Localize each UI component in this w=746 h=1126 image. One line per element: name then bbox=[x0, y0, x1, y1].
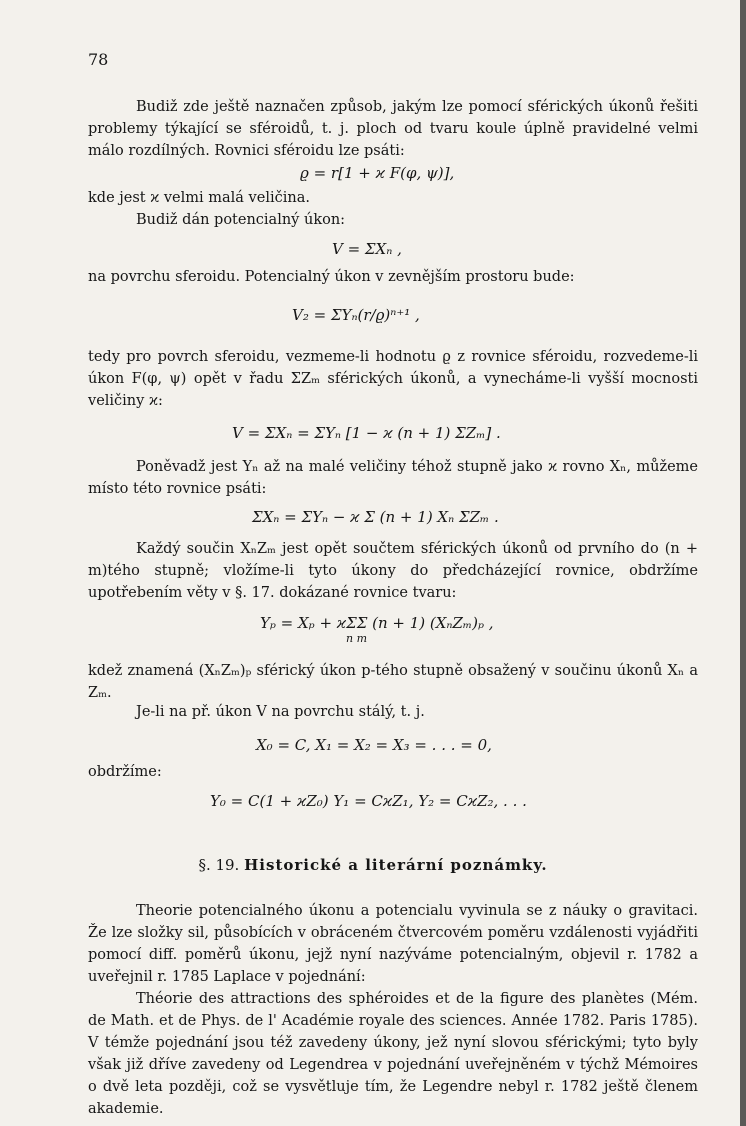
equation-spheroid: ϱ = r[1 + ϰ F(φ, ψ)], bbox=[300, 164, 455, 182]
equation-y-values: Y₀ = C(1 + ϰZ₀) Y₁ = CϰZ₁, Y₂ = CϰZ₂, . . . bbox=[210, 792, 527, 810]
paragraph-product: Každý součin XₙZₘ jest opět součtem sférických úkonů od prvního do (n + m)tého stupně; vložíme-li tyto úkony do předcházející rovnice, obdržíme upotřebením věty v §. 17. dokázané rovnice tvaru: bbox=[88, 541, 698, 601]
paragraph-expansion: tedy pro povrch sferoidu, vezmeme-li hodnotu ϱ z rovnice sféroidu, rozvedeme-li úkon F(φ, ψ) opět v řadu ΣZₘ sférických úkonů, a vynecháme-li vyšší mocnosti veličiny ϰ: bbox=[88, 349, 698, 409]
equation-yp-indices: n m bbox=[346, 632, 368, 645]
text-je-li: Je-li na př. úkon V na povrchu stálý, t. j. bbox=[136, 704, 425, 720]
paragraph-laplace: Théorie des attractions des sphéroides et de la figure des planètes (Mém. de Math. et de Phys. de l' Académie royale des sciences. Année 1782. Paris 1785). V témže pojednání jsou též zavedeny úkony, jež nyní slovou sférickými; tyto byly však již dříve zavedeny od Legendrea v pojednání uveřejněném v týchž Mémoires o dvě leta později, což se vysvětluje tím, že Legendre nebyl r. 1782 ještě členem akademie. bbox=[88, 991, 698, 1117]
equation-yp: Yₚ = Xₚ + ϰΣΣ (n + 1) (XₙZₘ)ₚ , bbox=[260, 614, 494, 632]
text-budiz-dan: Budiž dán potencialný úkon: bbox=[136, 212, 346, 228]
text-kde-jest: kde jest ϰ velmi malá veličina. bbox=[88, 190, 310, 206]
paragraph-since: Poněvadž jest Yₙ až na malé veličiny téhož stupně jako ϰ rovno Xₙ, můžeme místo této rovnice psáti: bbox=[88, 459, 698, 497]
section-title: Historické a literární poznámky. bbox=[244, 856, 548, 874]
section-number: §. 19. bbox=[198, 856, 240, 874]
equation-exterior: V₂ = ΣYₙ(r/ϱ)ⁿ⁺¹ , bbox=[292, 306, 420, 324]
page-number: 78 bbox=[88, 50, 109, 69]
paragraph-theory: Theorie potencialného úkonu a potencialu vyvinula se z náuky o gravitaci. Že lze složky sil, působících v obráceném čtvercovém poměru vzdálenosti vyjádřiti pomocí diff. poměrů úkonu, jejž nyní nazýváme potencialným, objevil r. 1782 a uveřejnil r. 1785 Laplace v pojednání: bbox=[88, 903, 698, 985]
equation-sum-x: ΣXₙ = ΣYₙ − ϰ Σ (n + 1) Xₙ ΣZₘ . bbox=[252, 508, 499, 526]
paragraph-intro: Budiž zde ještě naznačen způsob, jakým lze pomocí sférických úkonů řešiti problemy týkající se sféroidů, t. j. ploch od tvaru koule úplně pravidelné velmi málo rozdílných. Rovnici sféroidu lze psáti: bbox=[88, 99, 698, 159]
page-edge-shadow bbox=[740, 0, 746, 1126]
equation-x-constant: X₀ = C, X₁ = X₂ = X₃ = . . . = 0, bbox=[256, 736, 492, 754]
equation-v-sum: V = ΣXₙ = ΣYₙ [1 − ϰ (n + 1) ΣZₘ] . bbox=[232, 424, 501, 442]
equation-potential: V = ΣXₙ , bbox=[332, 240, 402, 258]
section-heading bbox=[0, 856, 746, 874]
paragraph-where: kdež znamená (XₙZₘ)ₚ sférický úkon p-tého stupně obsažený v součinu úkonů Xₙ a Zₘ. bbox=[88, 663, 698, 701]
paragraph-surface: na povrchu sferoidu. Potencialný úkon v zevnějším prostoru bude: bbox=[88, 269, 575, 285]
text-obdrzime: obdržíme: bbox=[88, 764, 162, 780]
